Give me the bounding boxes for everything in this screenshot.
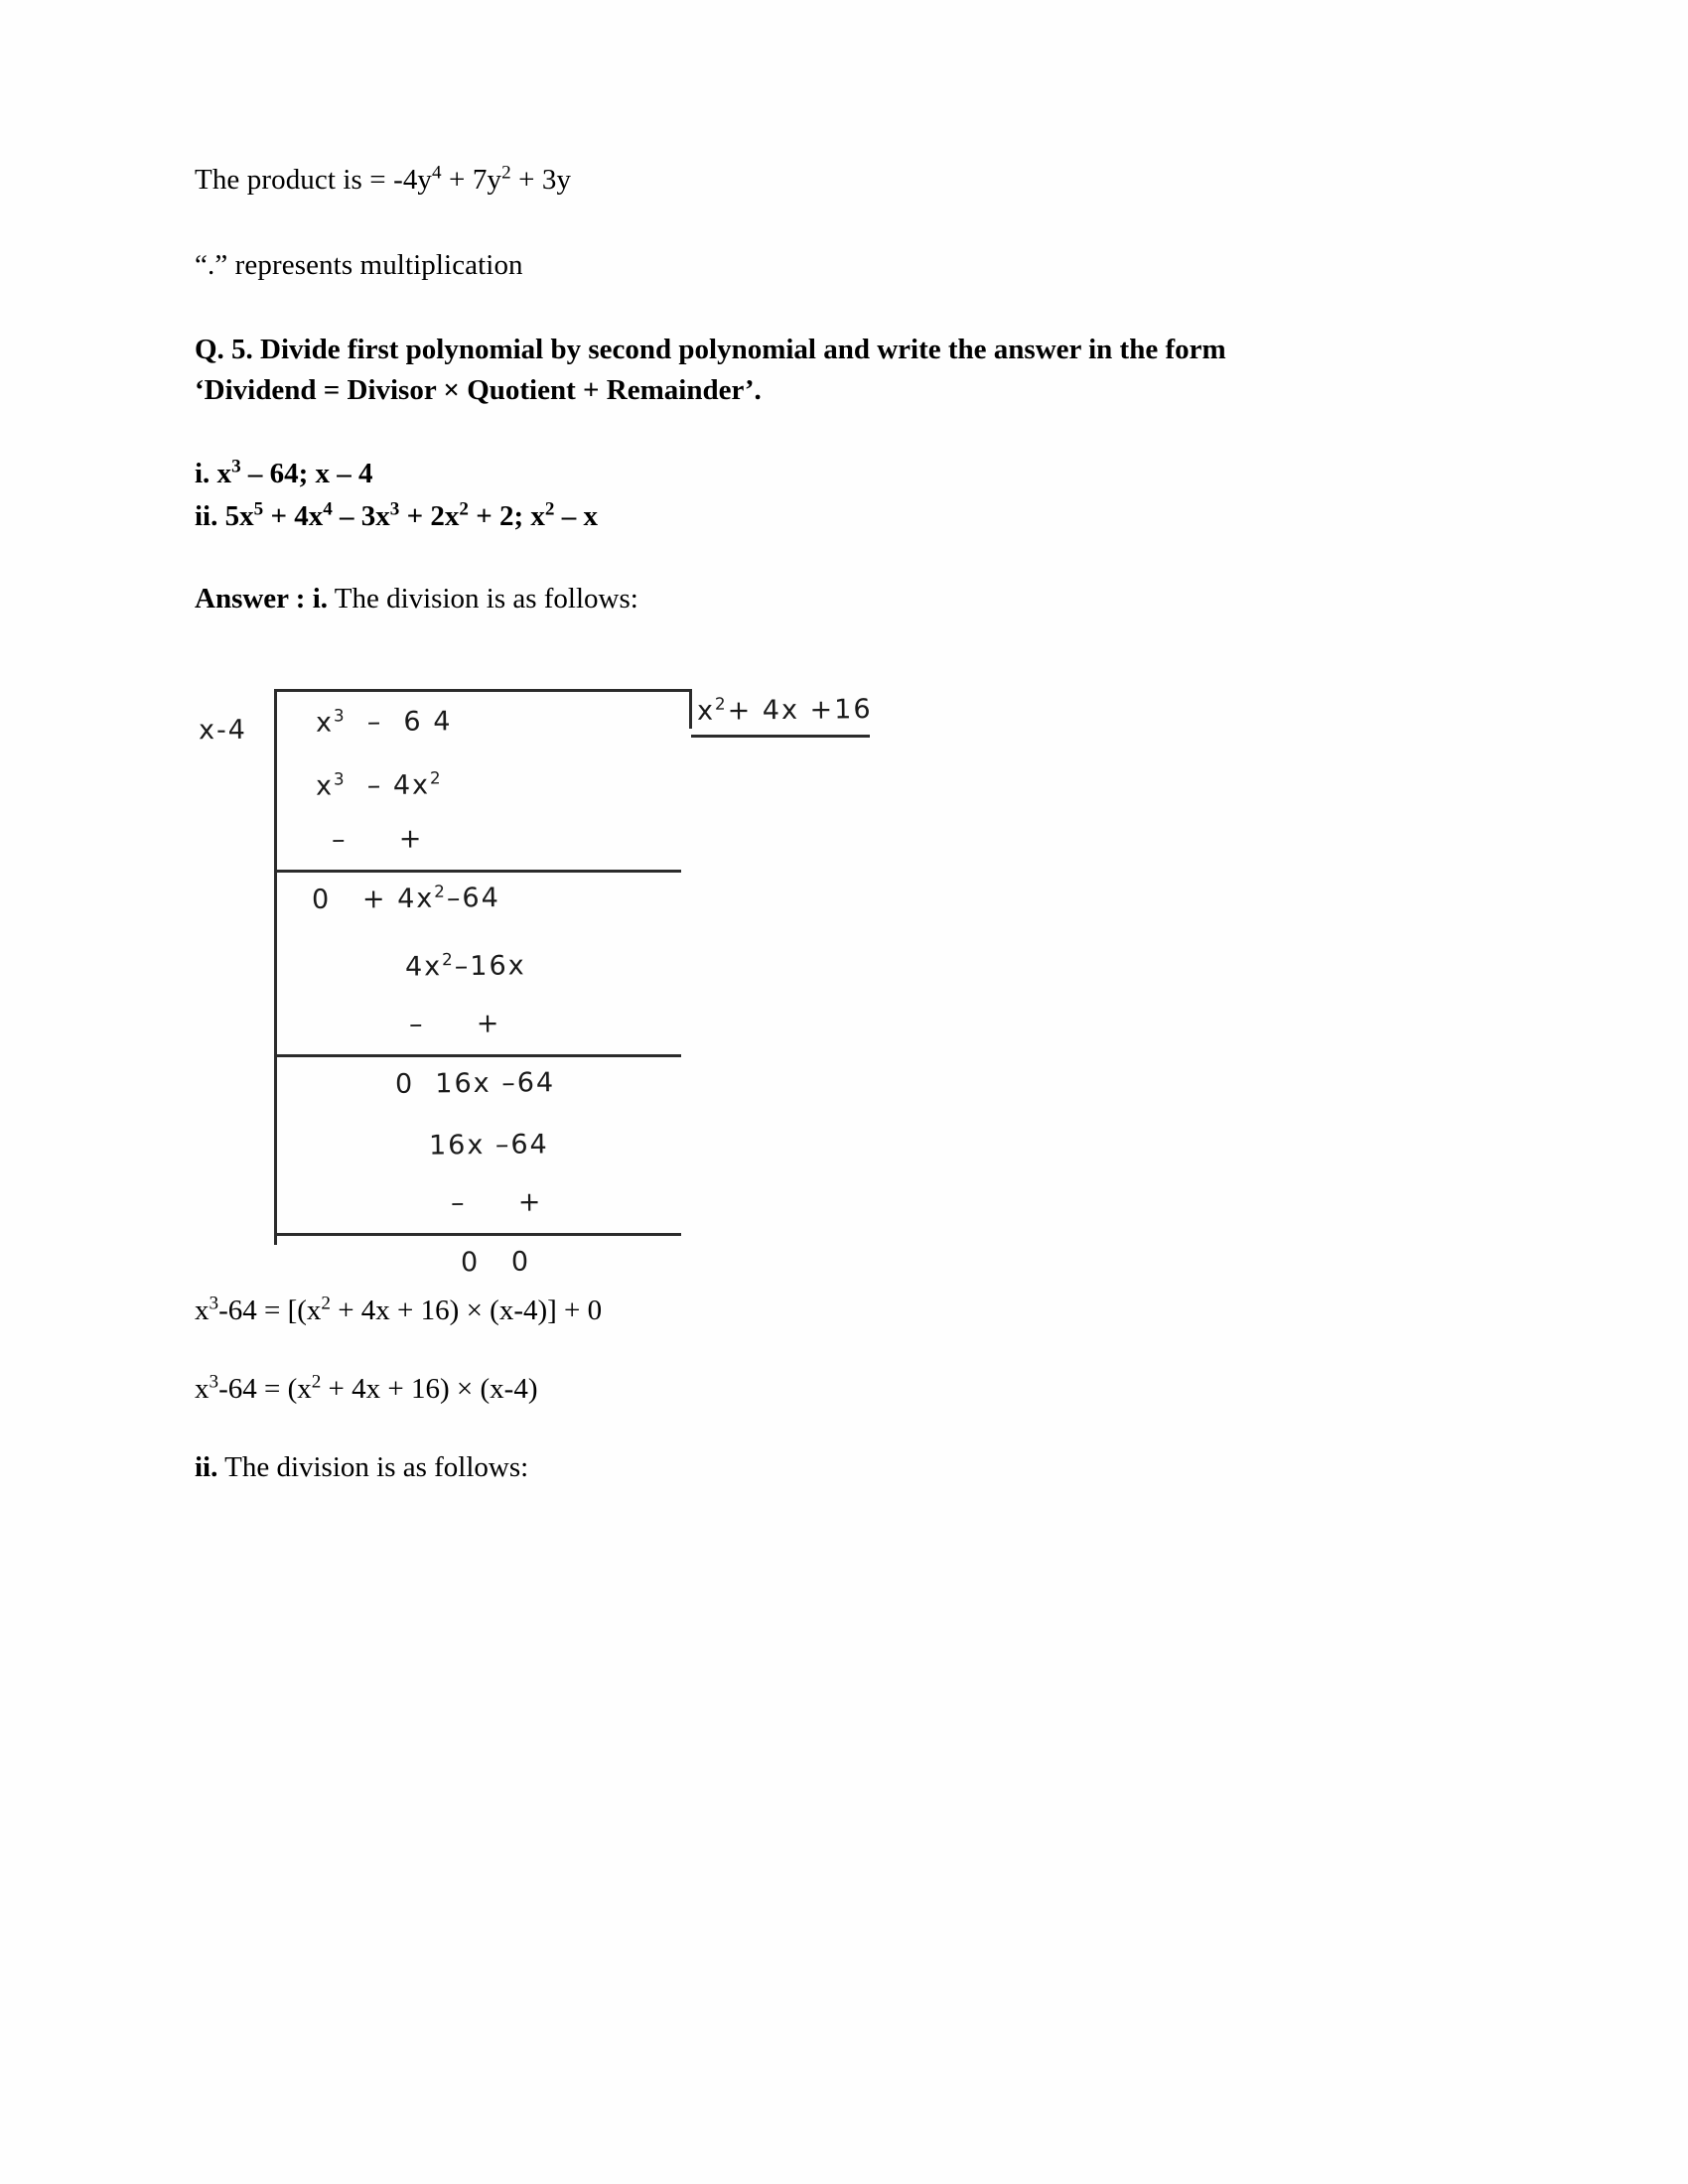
division-row-signs-3: – +: [450, 1186, 545, 1219]
answer-part-label: i.: [312, 583, 328, 615]
product-suffix: + 3y: [510, 164, 572, 196]
subtract1-exponent-2: 2: [429, 767, 443, 788]
division-step-rule-2: [274, 1054, 681, 1057]
next-part-lead: [195, 1451, 1525, 1484]
division-row-signs-2: – +: [408, 1008, 503, 1040]
long-division-diagram: [195, 659, 989, 1279]
division-row-subtract-1: $x^3 - 4x^2$: [315, 767, 443, 802]
division-divisor: x-4: [198, 714, 248, 747]
product-exponent-2: 2: [501, 162, 511, 184]
item-i-exponent-3: 3: [231, 456, 241, 478]
question-heading-line1: Q. 5. Divide first polynomial by second polynomial and write the answer in the form: [195, 334, 1226, 366]
division-row-dividend: $x^3 - 6$ 4: [315, 705, 453, 739]
product-prefix: The product is = -4y: [195, 164, 433, 196]
division-row-subtract-2: $4x^2-16x$: [404, 949, 526, 983]
quotient-underline: [691, 735, 870, 738]
notation-note: “.” represents multiplication: [195, 249, 523, 282]
dividend-exponent-3: 3: [333, 705, 347, 726]
page-content: [195, 159, 1525, 1484]
division-row-signs-1: – +: [331, 823, 426, 856]
answer-label: Answer :: [195, 583, 306, 615]
division-row-remainder-3: 0 0: [460, 1246, 531, 1279]
question-heading: [195, 330, 1525, 411]
eq2-exponent-2: 2: [311, 1371, 322, 1393]
item-ii-exponent-2a: 2: [459, 498, 469, 520]
division-row-remainder-2: 0 16x –64: [394, 1067, 556, 1100]
next-part-text: The division is as follows:: [224, 1451, 529, 1484]
division-vertical-bar: [274, 689, 277, 1245]
product-line: [195, 159, 1525, 201]
division-row-subtract-3: 16x –64: [428, 1129, 549, 1161]
division-step-rule-3: [274, 1233, 681, 1236]
item-ii-exponent-3: 3: [389, 498, 400, 520]
item-ii-exponent-2b: 2: [544, 498, 555, 520]
division-top-rule: [274, 689, 691, 692]
product-middle: + 7y: [441, 164, 502, 196]
equation-with-remainder: $x^3-64 = [(x^2 + 4x + 16) \times (x-4)] + 0$: [195, 1293, 603, 1327]
eq1-exponent-2: 2: [321, 1293, 331, 1314]
quotient-exponent-2: 2: [714, 693, 728, 714]
division-quotient: $x^2+ 4x +16$: [696, 693, 873, 728]
subtract2-exponent-2: 2: [441, 949, 455, 970]
item-ii-exponent-4: 4: [323, 498, 333, 520]
division-row-remainder-1: $0 + 4x^2-64$: [311, 881, 500, 916]
next-part-label: ii.: [195, 1451, 218, 1484]
subtract1-exponent-3: 3: [333, 768, 347, 789]
division-top-rule-step: [689, 689, 692, 729]
item-ii-exponent-5: 5: [253, 498, 264, 520]
answer-lead-text: The division is as follows:: [334, 583, 638, 615]
eq1-exponent-3: 3: [209, 1293, 219, 1314]
division-step-rule-1: [274, 870, 681, 873]
answer-lead: [195, 583, 1525, 615]
product-exponent-4: 4: [432, 162, 442, 184]
question-item-ii: ii. $5x^5 + 4x^4 - 3x^3 + 2x^2 + 2$; $x^2$ – x: [195, 498, 598, 532]
question-heading-line2: ‘Dividend = Divisor × Quotient + Remainder’.: [195, 374, 762, 407]
eq2-exponent-3: 3: [209, 1371, 219, 1393]
remainder1-exponent-2: 2: [434, 881, 447, 901]
equation-factored: $x^3-64 = (x^2 + 4x + 16) \times (x-4)$: [195, 1371, 538, 1406]
question-item-i: i. $x^3 - 64$; x – 4: [195, 456, 373, 490]
question-items: [195, 453, 1525, 537]
